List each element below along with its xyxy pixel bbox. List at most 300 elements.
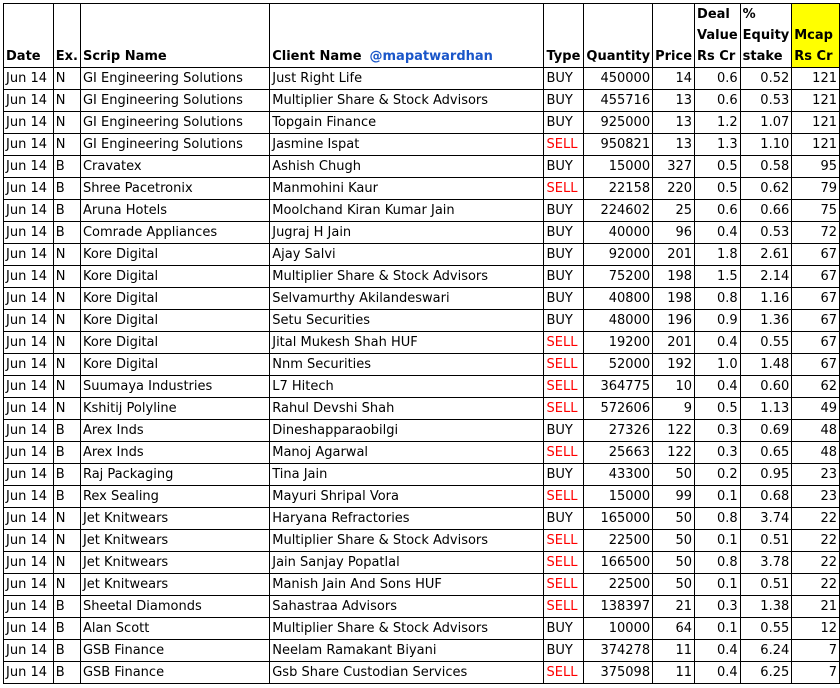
table-row[interactable] (4, 508, 840, 530)
cell-price: 122 (653, 420, 695, 442)
cell-equity-stake: 6.24 (740, 640, 792, 662)
cell-exchange: B (53, 200, 80, 222)
cell-client-name: Jital Mukesh Shah HUF (270, 332, 544, 354)
cell-date: Jun 14 (4, 552, 54, 574)
cell-exchange: B (53, 464, 80, 486)
cell-price: 122 (653, 442, 695, 464)
cell-client-name: Tina Jain (270, 464, 544, 486)
cell-type: BUY (544, 266, 584, 288)
table-row[interactable] (4, 618, 840, 640)
header-row (4, 4, 840, 68)
cell-deal-value: 1.5 (695, 266, 741, 288)
cell-scrip-name: Kore Digital (80, 288, 269, 310)
header-client-name[interactable] (270, 4, 544, 68)
cell-equity-stake: 0.51 (740, 574, 792, 596)
cell-price: 99 (653, 486, 695, 508)
cell-date: Jun 14 (4, 596, 54, 618)
cell-client-name: Mayuri Shripal Vora (270, 486, 544, 508)
cell-client-name: Ashish Chugh (270, 156, 544, 178)
cell-client-name: Multiplier Share & Stock Advisors (270, 90, 544, 112)
cell-quantity: 40000 (584, 222, 653, 244)
cell-type: BUY (544, 640, 584, 662)
cell-exchange: N (53, 552, 80, 574)
cell-mcap: 121 (792, 68, 840, 90)
cell-mcap: 67 (792, 266, 840, 288)
cell-mcap: 22 (792, 530, 840, 552)
cell-exchange: N (53, 376, 80, 398)
cell-price: 50 (653, 464, 695, 486)
cell-date: Jun 14 (4, 288, 54, 310)
cell-equity-stake: 2.61 (740, 244, 792, 266)
cell-date: Jun 14 (4, 266, 54, 288)
table-row[interactable] (4, 200, 840, 222)
cell-scrip-name: Sheetal Diamonds (80, 596, 269, 618)
cell-scrip-name: Rex Sealing (80, 486, 269, 508)
cell-equity-stake: 2.14 (740, 266, 792, 288)
cell-type: BUY (544, 420, 584, 442)
cell-type: BUY (544, 288, 584, 310)
cell-price: 50 (653, 552, 695, 574)
cell-exchange: N (53, 68, 80, 90)
header-exchange[interactable]: Ex. (53, 4, 80, 68)
cell-exchange: N (53, 112, 80, 134)
cell-date: Jun 14 (4, 398, 54, 420)
cell-exchange: N (53, 398, 80, 420)
cell-type: BUY (544, 508, 584, 530)
cell-deal-value: 0.6 (695, 200, 741, 222)
cell-date: Jun 14 (4, 68, 54, 90)
cell-deal-value: 1.0 (695, 354, 741, 376)
cell-scrip-name: Kore Digital (80, 244, 269, 266)
cell-date: Jun 14 (4, 134, 54, 156)
cell-type: BUY (544, 156, 584, 178)
cell-exchange: N (53, 134, 80, 156)
cell-price: 9 (653, 398, 695, 420)
header-deal-value[interactable]: Deal Value Rs Cr (695, 4, 741, 68)
cell-mcap: 67 (792, 288, 840, 310)
table-row[interactable] (4, 332, 840, 354)
cell-type: SELL (544, 134, 584, 156)
cell-mcap: 121 (792, 112, 840, 134)
cell-type: BUY (544, 464, 584, 486)
cell-date: Jun 14 (4, 112, 54, 134)
cell-deal-value: 1.2 (695, 112, 741, 134)
cell-type: BUY (544, 244, 584, 266)
cell-deal-value: 0.5 (695, 156, 741, 178)
cell-scrip-name: GI Engineering Solutions (80, 134, 269, 156)
cell-type: SELL (544, 398, 584, 420)
cell-quantity: 15000 (584, 486, 653, 508)
cell-client-name: Manoj Agarwal (270, 442, 544, 464)
cell-equity-stake: 0.53 (740, 222, 792, 244)
cell-equity-stake: 3.74 (740, 508, 792, 530)
cell-exchange: B (53, 178, 80, 200)
cell-quantity: 43300 (584, 464, 653, 486)
cell-equity-stake: 0.58 (740, 156, 792, 178)
table-row[interactable] (4, 442, 840, 464)
cell-scrip-name: Suumaya Industries (80, 376, 269, 398)
cell-price: 11 (653, 640, 695, 662)
cell-quantity: 19200 (584, 332, 653, 354)
cell-date: Jun 14 (4, 222, 54, 244)
cell-quantity: 10000 (584, 618, 653, 640)
cell-client-name: Moolchand Kiran Kumar Jain (270, 200, 544, 222)
cell-date: Jun 14 (4, 618, 54, 640)
bulk-deals-table (3, 3, 840, 684)
cell-exchange: B (53, 486, 80, 508)
cell-quantity: 374278 (584, 640, 653, 662)
cell-deal-value: 0.1 (695, 530, 741, 552)
cell-client-name: Multiplier Share & Stock Advisors (270, 530, 544, 552)
cell-exchange: B (53, 222, 80, 244)
cell-exchange: N (53, 310, 80, 332)
cell-price: 198 (653, 266, 695, 288)
cell-quantity: 138397 (584, 596, 653, 618)
cell-scrip-name: Alan Scott (80, 618, 269, 640)
cell-client-name: Rahul Devshi Shah (270, 398, 544, 420)
cell-date: Jun 14 (4, 420, 54, 442)
cell-type: SELL (544, 376, 584, 398)
cell-mcap: 48 (792, 442, 840, 464)
cell-equity-stake: 1.48 (740, 354, 792, 376)
cell-deal-value: 0.5 (695, 178, 741, 200)
cell-price: 96 (653, 222, 695, 244)
cell-quantity: 22500 (584, 574, 653, 596)
cell-type: SELL (544, 574, 584, 596)
cell-scrip-name: GI Engineering Solutions (80, 112, 269, 134)
cell-deal-value: 0.1 (695, 486, 741, 508)
cell-date: Jun 14 (4, 90, 54, 112)
cell-exchange: B (53, 640, 80, 662)
cell-client-name: Sahastraa Advisors (270, 596, 544, 618)
cell-quantity: 166500 (584, 552, 653, 574)
cell-equity-stake: 0.55 (740, 618, 792, 640)
cell-equity-stake: 1.10 (740, 134, 792, 156)
cell-exchange: N (53, 530, 80, 552)
cell-type: BUY (544, 310, 584, 332)
cell-scrip-name: Shree Pacetronix (80, 178, 269, 200)
table-row[interactable] (4, 420, 840, 442)
cell-quantity: 22158 (584, 178, 653, 200)
cell-date: Jun 14 (4, 244, 54, 266)
cell-quantity: 950821 (584, 134, 653, 156)
cell-quantity: 52000 (584, 354, 653, 376)
cell-date: Jun 14 (4, 178, 54, 200)
header-scrip-name[interactable]: Scrip Name (80, 4, 269, 68)
cell-quantity: 364775 (584, 376, 653, 398)
table-row[interactable] (4, 354, 840, 376)
cell-scrip-name: GSB Finance (80, 640, 269, 662)
cell-scrip-name: Jet Knitwears (80, 574, 269, 596)
cell-exchange: N (53, 266, 80, 288)
cell-deal-value: 0.8 (695, 508, 741, 530)
cell-quantity: 455716 (584, 90, 653, 112)
cell-scrip-name: Cravatex (80, 156, 269, 178)
cell-equity-stake: 1.38 (740, 596, 792, 618)
cell-mcap: 121 (792, 134, 840, 156)
cell-exchange: B (53, 618, 80, 640)
table-row[interactable] (4, 464, 840, 486)
cell-deal-value: 1.3 (695, 134, 741, 156)
cell-type: BUY (544, 200, 584, 222)
cell-mcap: 22 (792, 508, 840, 530)
cell-type: SELL (544, 530, 584, 552)
cell-type: BUY (544, 618, 584, 640)
cell-deal-value: 0.3 (695, 596, 741, 618)
cell-mcap: 7 (792, 640, 840, 662)
cell-client-name: Neelam Ramakant Biyani (270, 640, 544, 662)
cell-equity-stake: 3.78 (740, 552, 792, 574)
cell-date: Jun 14 (4, 310, 54, 332)
cell-date: Jun 14 (4, 530, 54, 552)
cell-client-name: Just Right Life (270, 68, 544, 90)
cell-date: Jun 14 (4, 354, 54, 376)
cell-scrip-name: Jet Knitwears (80, 530, 269, 552)
cell-client-name: Dineshapparaobilgi (270, 420, 544, 442)
cell-quantity: 22500 (584, 530, 653, 552)
cell-exchange: N (53, 508, 80, 530)
cell-scrip-name: Kore Digital (80, 354, 269, 376)
table-row[interactable] (4, 662, 840, 684)
table-row[interactable] (4, 552, 840, 574)
cell-type: SELL (544, 486, 584, 508)
table-header (4, 4, 840, 68)
cell-exchange: N (53, 354, 80, 376)
cell-mcap: 67 (792, 354, 840, 376)
cell-client-name: L7 Hitech (270, 376, 544, 398)
cell-scrip-name: Raj Packaging (80, 464, 269, 486)
header-date[interactable]: Date (4, 4, 54, 68)
cell-mcap: 62 (792, 376, 840, 398)
cell-price: 201 (653, 332, 695, 354)
cell-exchange: N (53, 90, 80, 112)
cell-price: 10 (653, 376, 695, 398)
table-row[interactable] (4, 134, 840, 156)
cell-deal-value: 0.4 (695, 222, 741, 244)
cell-mcap: 67 (792, 244, 840, 266)
cell-date: Jun 14 (4, 486, 54, 508)
cell-price: 21 (653, 596, 695, 618)
cell-quantity: 75200 (584, 266, 653, 288)
cell-client-name: Topgain Finance (270, 112, 544, 134)
cell-equity-stake: 1.36 (740, 310, 792, 332)
cell-deal-value: 0.9 (695, 310, 741, 332)
table-row[interactable] (4, 640, 840, 662)
cell-equity-stake: 0.66 (740, 200, 792, 222)
cell-client-name: Multiplier Share & Stock Advisors (270, 266, 544, 288)
cell-client-name: Jasmine Ispat (270, 134, 544, 156)
cell-equity-stake: 0.62 (740, 178, 792, 200)
cell-date: Jun 14 (4, 640, 54, 662)
cell-mcap: 23 (792, 486, 840, 508)
cell-quantity: 572606 (584, 398, 653, 420)
cell-scrip-name: Comrade Appliances (80, 222, 269, 244)
cell-equity-stake: 0.51 (740, 530, 792, 552)
cell-mcap: 121 (792, 90, 840, 112)
cell-equity-stake: 0.53 (740, 90, 792, 112)
cell-mcap: 49 (792, 398, 840, 420)
cell-price: 11 (653, 662, 695, 684)
cell-quantity: 375098 (584, 662, 653, 684)
cell-exchange: B (53, 596, 80, 618)
header-mcap[interactable]: Mcap Rs Cr (792, 4, 840, 68)
cell-deal-value: 0.6 (695, 68, 741, 90)
cell-quantity: 15000 (584, 156, 653, 178)
cell-quantity: 40800 (584, 288, 653, 310)
cell-scrip-name: Kore Digital (80, 310, 269, 332)
header-quantity[interactable]: Quantity (584, 4, 653, 68)
cell-date: Jun 14 (4, 442, 54, 464)
cell-type: BUY (544, 90, 584, 112)
cell-price: 14 (653, 68, 695, 90)
cell-mcap: 48 (792, 420, 840, 442)
cell-client-name: Ajay Salvi (270, 244, 544, 266)
cell-equity-stake: 0.52 (740, 68, 792, 90)
cell-exchange: N (53, 288, 80, 310)
cell-client-name: Jain Sanjay Popatlal (270, 552, 544, 574)
cell-scrip-name: Aruna Hotels (80, 200, 269, 222)
table-row[interactable] (4, 68, 840, 90)
cell-equity-stake: 1.07 (740, 112, 792, 134)
cell-price: 220 (653, 178, 695, 200)
cell-mcap: 67 (792, 332, 840, 354)
cell-type: SELL (544, 442, 584, 464)
table-row[interactable] (4, 112, 840, 134)
cell-type: SELL (544, 662, 584, 684)
cell-date: Jun 14 (4, 376, 54, 398)
cell-date: Jun 14 (4, 662, 54, 684)
cell-type: SELL (544, 354, 584, 376)
cell-price: 50 (653, 508, 695, 530)
cell-exchange: B (53, 420, 80, 442)
cell-price: 13 (653, 90, 695, 112)
cell-price: 201 (653, 244, 695, 266)
cell-equity-stake: 0.65 (740, 442, 792, 464)
cell-quantity: 27326 (584, 420, 653, 442)
cell-equity-stake: 1.13 (740, 398, 792, 420)
cell-scrip-name: Jet Knitwears (80, 552, 269, 574)
cell-deal-value: 0.8 (695, 288, 741, 310)
cell-client-name: Haryana Refractories (270, 508, 544, 530)
cell-client-name: Manmohini Kaur (270, 178, 544, 200)
cell-equity-stake: 0.60 (740, 376, 792, 398)
cell-mcap: 72 (792, 222, 840, 244)
cell-equity-stake: 0.55 (740, 332, 792, 354)
bulk-deals-sheet (3, 3, 840, 684)
cell-deal-value: 0.4 (695, 376, 741, 398)
table-row[interactable] (4, 266, 840, 288)
cell-quantity: 450000 (584, 68, 653, 90)
cell-price: 64 (653, 618, 695, 640)
cell-scrip-name: Arex Inds (80, 420, 269, 442)
cell-mcap: 7 (792, 662, 840, 684)
cell-quantity: 224602 (584, 200, 653, 222)
cell-equity-stake: 1.16 (740, 288, 792, 310)
cell-deal-value: 0.4 (695, 640, 741, 662)
table-row[interactable] (4, 596, 840, 618)
cell-date: Jun 14 (4, 332, 54, 354)
table-row[interactable] (4, 574, 840, 596)
cell-equity-stake: 6.25 (740, 662, 792, 684)
cell-mcap: 22 (792, 552, 840, 574)
cell-price: 198 (653, 288, 695, 310)
cell-date: Jun 14 (4, 574, 54, 596)
table-row[interactable] (4, 486, 840, 508)
cell-type: BUY (544, 222, 584, 244)
header-equity-stake[interactable]: % Equity stake (740, 4, 792, 68)
cell-exchange: B (53, 156, 80, 178)
cell-price: 196 (653, 310, 695, 332)
cell-exchange: B (53, 442, 80, 464)
cell-scrip-name: Jet Knitwears (80, 508, 269, 530)
cell-exchange: N (53, 574, 80, 596)
cell-mcap: 23 (792, 464, 840, 486)
cell-deal-value: 0.2 (695, 464, 741, 486)
cell-date: Jun 14 (4, 200, 54, 222)
cell-type: SELL (544, 552, 584, 574)
cell-price: 25 (653, 200, 695, 222)
cell-mcap: 21 (792, 596, 840, 618)
cell-deal-value: 0.4 (695, 662, 741, 684)
cell-mcap: 75 (792, 200, 840, 222)
cell-price: 192 (653, 354, 695, 376)
table-row[interactable] (4, 244, 840, 266)
cell-client-name: Manish Jain And Sons HUF (270, 574, 544, 596)
table-row[interactable] (4, 288, 840, 310)
cell-scrip-name: Kshitij Polyline (80, 398, 269, 420)
table-row[interactable] (4, 178, 840, 200)
header-price[interactable]: Price (653, 4, 695, 68)
cell-quantity: 925000 (584, 112, 653, 134)
cell-mcap: 79 (792, 178, 840, 200)
table-row[interactable] (4, 156, 840, 178)
header-type[interactable]: Type (544, 4, 584, 68)
cell-price: 13 (653, 134, 695, 156)
table-row[interactable] (4, 310, 840, 332)
cell-exchange: N (53, 244, 80, 266)
table-row[interactable] (4, 222, 840, 244)
cell-client-name: Jugraj H Jain (270, 222, 544, 244)
cell-client-name: Setu Securities (270, 310, 544, 332)
cell-deal-value: 0.4 (695, 332, 741, 354)
table-row[interactable] (4, 398, 840, 420)
cell-quantity: 92000 (584, 244, 653, 266)
cell-mcap: 67 (792, 310, 840, 332)
cell-price: 50 (653, 574, 695, 596)
cell-equity-stake: 0.95 (740, 464, 792, 486)
cell-client-name: Nnm Securities (270, 354, 544, 376)
cell-client-name: Gsb Share Custodian Services (270, 662, 544, 684)
header-client-label: Client Name (272, 49, 362, 64)
cell-type: BUY (544, 112, 584, 134)
cell-deal-value: 0.5 (695, 398, 741, 420)
cell-scrip-name: GI Engineering Solutions (80, 90, 269, 112)
cell-deal-value: 0.8 (695, 552, 741, 574)
table-row[interactable] (4, 530, 840, 552)
cell-date: Jun 14 (4, 156, 54, 178)
cell-deal-value: 0.3 (695, 442, 741, 464)
table-row[interactable] (4, 90, 840, 112)
cell-client-name: Multiplier Share & Stock Advisors (270, 618, 544, 640)
cell-scrip-name: Kore Digital (80, 266, 269, 288)
cell-quantity: 25663 (584, 442, 653, 464)
table-row[interactable] (4, 376, 840, 398)
cell-price: 13 (653, 112, 695, 134)
cell-deal-value: 0.1 (695, 618, 741, 640)
cell-deal-value: 0.3 (695, 420, 741, 442)
cell-scrip-name: Kore Digital (80, 332, 269, 354)
cell-scrip-name: GSB Finance (80, 662, 269, 684)
